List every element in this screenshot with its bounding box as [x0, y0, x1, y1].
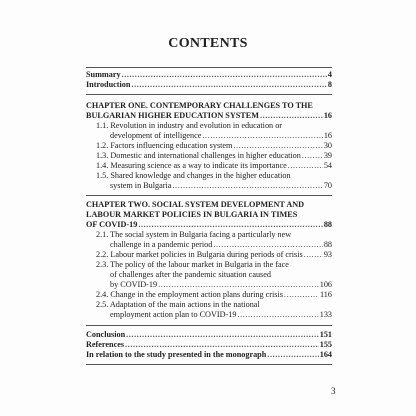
toc-entry-label: 1.1. Revolution in industry and evolution in education or [96, 121, 283, 130]
toc-entry-label: by COVID-19 [110, 280, 158, 289]
toc-entry-2-4[interactable] [86, 290, 332, 300]
toc-entry-2-5[interactable] [86, 310, 332, 320]
divider [86, 195, 332, 196]
toc-entry-1-4[interactable] [86, 161, 332, 171]
toc-entry-page: 155 [319, 340, 332, 349]
toc-entry-1-3[interactable] [86, 151, 332, 161]
toc-entry-page: 88 [323, 240, 332, 249]
toc-entry-label: Conclusion [86, 330, 126, 339]
page-number: 3 [331, 386, 336, 396]
toc-entry-label: challenge in a pandemic period [110, 240, 213, 249]
toc-entry-2-3[interactable] [86, 280, 332, 290]
page-title: CONTENTS [168, 36, 248, 51]
toc-entry-chapter-one[interactable] [86, 111, 332, 121]
toc-entry-label: 1.3. Domestic and international challenges in higher education [96, 151, 301, 160]
toc-entry-page: 39 [323, 151, 332, 160]
divider [86, 67, 332, 68]
toc-entry-label: 1.2. Factors influencing education system [96, 141, 233, 150]
toc-entry-1-2[interactable] [86, 141, 332, 151]
toc-entry-page: 70 [323, 181, 332, 190]
toc-entry-label: Summary [86, 70, 121, 79]
toc-entry-label: 2.2. Labour market policies in Bulgaria during periods of crisis [96, 250, 303, 259]
toc-entry-page: 4 [327, 70, 332, 79]
divider [86, 325, 332, 326]
toc-entry-label: Introduction [86, 80, 131, 89]
toc-entry-introduction[interactable] [86, 80, 332, 90]
toc-entry-page: 54 [323, 161, 332, 170]
toc-entry-page: 16 [323, 131, 332, 140]
toc-entry-label: system in Bulgaria [110, 181, 172, 190]
toc-entry-page: 116 [320, 290, 332, 299]
divider [86, 94, 332, 95]
toc-entry-page: 164 [319, 350, 332, 359]
toc-entry-label: 2.1. The social system in Bulgaria facing a particularly new [96, 230, 292, 239]
toc-entry-2-1[interactable] [86, 240, 332, 250]
toc-entry-label: BULGARIAN HIGHER EDUCATION SYSTEM [86, 111, 259, 120]
toc-entry-label: 1.5. Shared knowledge and changes in the higher education [96, 171, 291, 180]
toc-entry-page: 88 [323, 220, 332, 229]
toc-entry-page: 133 [319, 310, 332, 319]
toc-entry-page: 106 [319, 280, 332, 289]
toc-entry-references[interactable] [86, 340, 332, 350]
toc-entry-page: 93 [323, 250, 332, 259]
toc-entry-page: 151 [319, 330, 332, 339]
toc-entry-label: of challenges after the pandemic situation caused [110, 270, 271, 279]
toc-entry-summary[interactable] [86, 70, 332, 80]
toc-entry-label: 2.5. Adaptation of the main actions in the national [96, 300, 260, 309]
toc-entry-label: OF COVID-19 [86, 220, 138, 229]
toc-entry-label: 2.4. Change in the employment action plans during crisis [96, 290, 283, 299]
chapter-heading: LABOUR MARKET POLICIES IN BULGARIA IN TIMES [86, 210, 298, 219]
divider [86, 364, 332, 365]
toc-entry-label: 1.4. Measuring science as a way to indicate its importance [96, 161, 287, 170]
toc-entry-label: In relation to the study presented in the monograph [86, 350, 267, 359]
toc-entry-monograph[interactable] [86, 350, 332, 360]
toc-entry-conclusion[interactable] [86, 330, 332, 340]
toc-entry-label: 2.3. The policy of the labour market in Bulgaria in the face [96, 260, 289, 269]
toc-entry-page: 30 [323, 141, 332, 150]
toc-entry-label: employment action plan to COVID-19 [110, 310, 237, 319]
toc-entry-label: development of intelligence [110, 131, 202, 140]
chapter-heading: CHAPTER TWO. SOCIAL SYSTEM DEVELOPMENT AND [86, 200, 305, 209]
toc-entry-1-1[interactable] [86, 131, 332, 141]
chapter-heading: CHAPTER ONE. CONTEMPORARY CHALLENGES TO THE [86, 101, 313, 110]
toc-entry-1-5[interactable] [86, 181, 332, 191]
toc-entry-page: 16 [323, 111, 332, 120]
toc-entry-2-2[interactable] [86, 250, 332, 260]
toc-entry-label: References [86, 340, 125, 349]
toc-entry-chapter-two[interactable] [86, 220, 332, 230]
toc-entry-page: 8 [327, 80, 332, 89]
